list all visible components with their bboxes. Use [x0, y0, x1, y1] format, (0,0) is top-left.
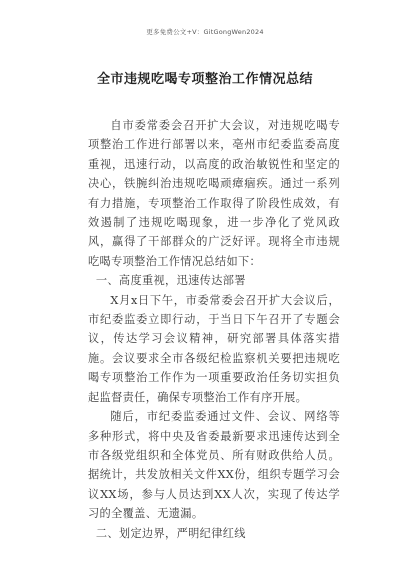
- section-heading-2: 二、划定边界，严明纪律红线: [95, 526, 246, 540]
- header-note: 更多免费公文+V：GitGongWen2024: [146, 28, 264, 36]
- body-paragraph-1: X月x日下午，市委常委会召开扩大会议后，市纪委监委立即行动，于当日下午召开了专题会议，传达学习会议精神，研究部署具体落实措施。会议要求全市各级纪检监察机关要把违规吃喝专项整治工作作为一项重要政治任务切实担负起监督责任，确保专项整治工作有序开展。: [88, 293, 340, 404]
- section-heading-1: 一、高度重视，迅速传达部署: [95, 274, 246, 288]
- document-title: 全市违规吃喝专项整治工作情况总结: [96, 72, 313, 87]
- body-paragraph-2: 随后，市纪委监委通过文件、会议、网络等多种形式，将中央及省委最新要求迅速传达到全市各级党组织和全体党员、所有财政供给人员。据统计，共发放相关文件XX份，组织专题学习会议XX场，参与人员达到XX人次，实现了传达学习的全覆盖、无遗漏。: [88, 410, 340, 521]
- intro-paragraph: 自市委常委会召开扩大会议，对违规吃喝专项整治工作进行部署以来，亳州市纪委监委高度重视，迅速行动，以高度的政治敏锐性和坚定的决心，铁腕纠治违规吃喝顽瘴痼疾。通过一系列有力措施，专项整治工作取得了阶段性成效，有效遏制了违规吃喝现象，进一步净化了党风政风，赢得了干部群众的广泛好评。现将全市违规吃喝专项整治工作情况总结如下：: [88, 119, 340, 268]
- document-body: [88, 116, 340, 543]
